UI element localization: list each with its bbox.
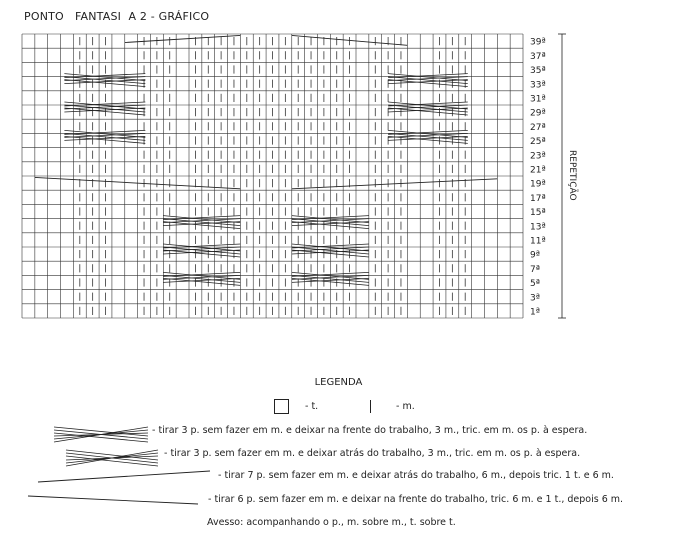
row-label: 31ª bbox=[530, 94, 546, 105]
legend-avesso-text: Avesso: acompanhando o p., m. sobre m., t. sobre t. bbox=[207, 517, 456, 528]
row-label: 15ª bbox=[530, 208, 546, 219]
row-label: 37ª bbox=[530, 51, 546, 62]
row-label: 23ª bbox=[530, 151, 546, 162]
row-label: 35ª bbox=[530, 66, 546, 77]
legend-cable-back-text: - tirar 3 p. sem fazer em m. e deixar atrás do trabalho, 3 m., tric. em m. os p. à espera. bbox=[164, 448, 581, 459]
row-label: 3ª bbox=[530, 293, 540, 304]
long-cable-back-symbol bbox=[38, 471, 210, 482]
legend-heading: LEGENDA bbox=[314, 377, 363, 388]
row-label: 21ª bbox=[530, 165, 546, 176]
repetition-label: REPETIÇÃO bbox=[567, 150, 577, 201]
row-label: 33ª bbox=[530, 80, 546, 91]
row-label: 39ª bbox=[530, 37, 546, 48]
legend-long-front-text: - tirar 6 p. sem fazer em m. e deixar na frente do trabalho, tric. 6 m. e 1 t., depois 6 m. bbox=[208, 494, 624, 505]
row-label: 9ª bbox=[530, 250, 540, 261]
long-cable-front-symbol bbox=[28, 496, 198, 504]
legend-t-label: - t. bbox=[305, 401, 319, 412]
row-label: 29ª bbox=[530, 108, 546, 119]
legend-long-back-text: - tirar 7 p. sem fazer em m. e deixar atrás do trabalho, 6 m., depois tric. 1 t. e 6 m. bbox=[218, 470, 614, 481]
row-label: 5ª bbox=[530, 279, 540, 290]
row-label: 17ª bbox=[530, 193, 546, 204]
legend-cable-front-text: - tirar 3 p. sem fazer em m. e deixar na frente do trabalho, 3 m., tric. em m. os p. à espera. bbox=[152, 425, 588, 436]
cable-back-symbol bbox=[66, 450, 158, 466]
row-label: 19ª bbox=[530, 179, 546, 190]
row-label: 13ª bbox=[530, 222, 546, 233]
row-label: 7ª bbox=[530, 264, 540, 275]
cable-front-symbol bbox=[54, 427, 148, 442]
row-label: 25ª bbox=[530, 137, 546, 148]
row-label: 11ª bbox=[530, 236, 546, 247]
chart-title: PONTO FANTASI A 2 - GRÁFICO bbox=[24, 10, 210, 23]
row-label: 27ª bbox=[530, 122, 546, 133]
legend-m-label: - m. bbox=[396, 401, 415, 412]
row-label: 1ª bbox=[530, 307, 540, 318]
